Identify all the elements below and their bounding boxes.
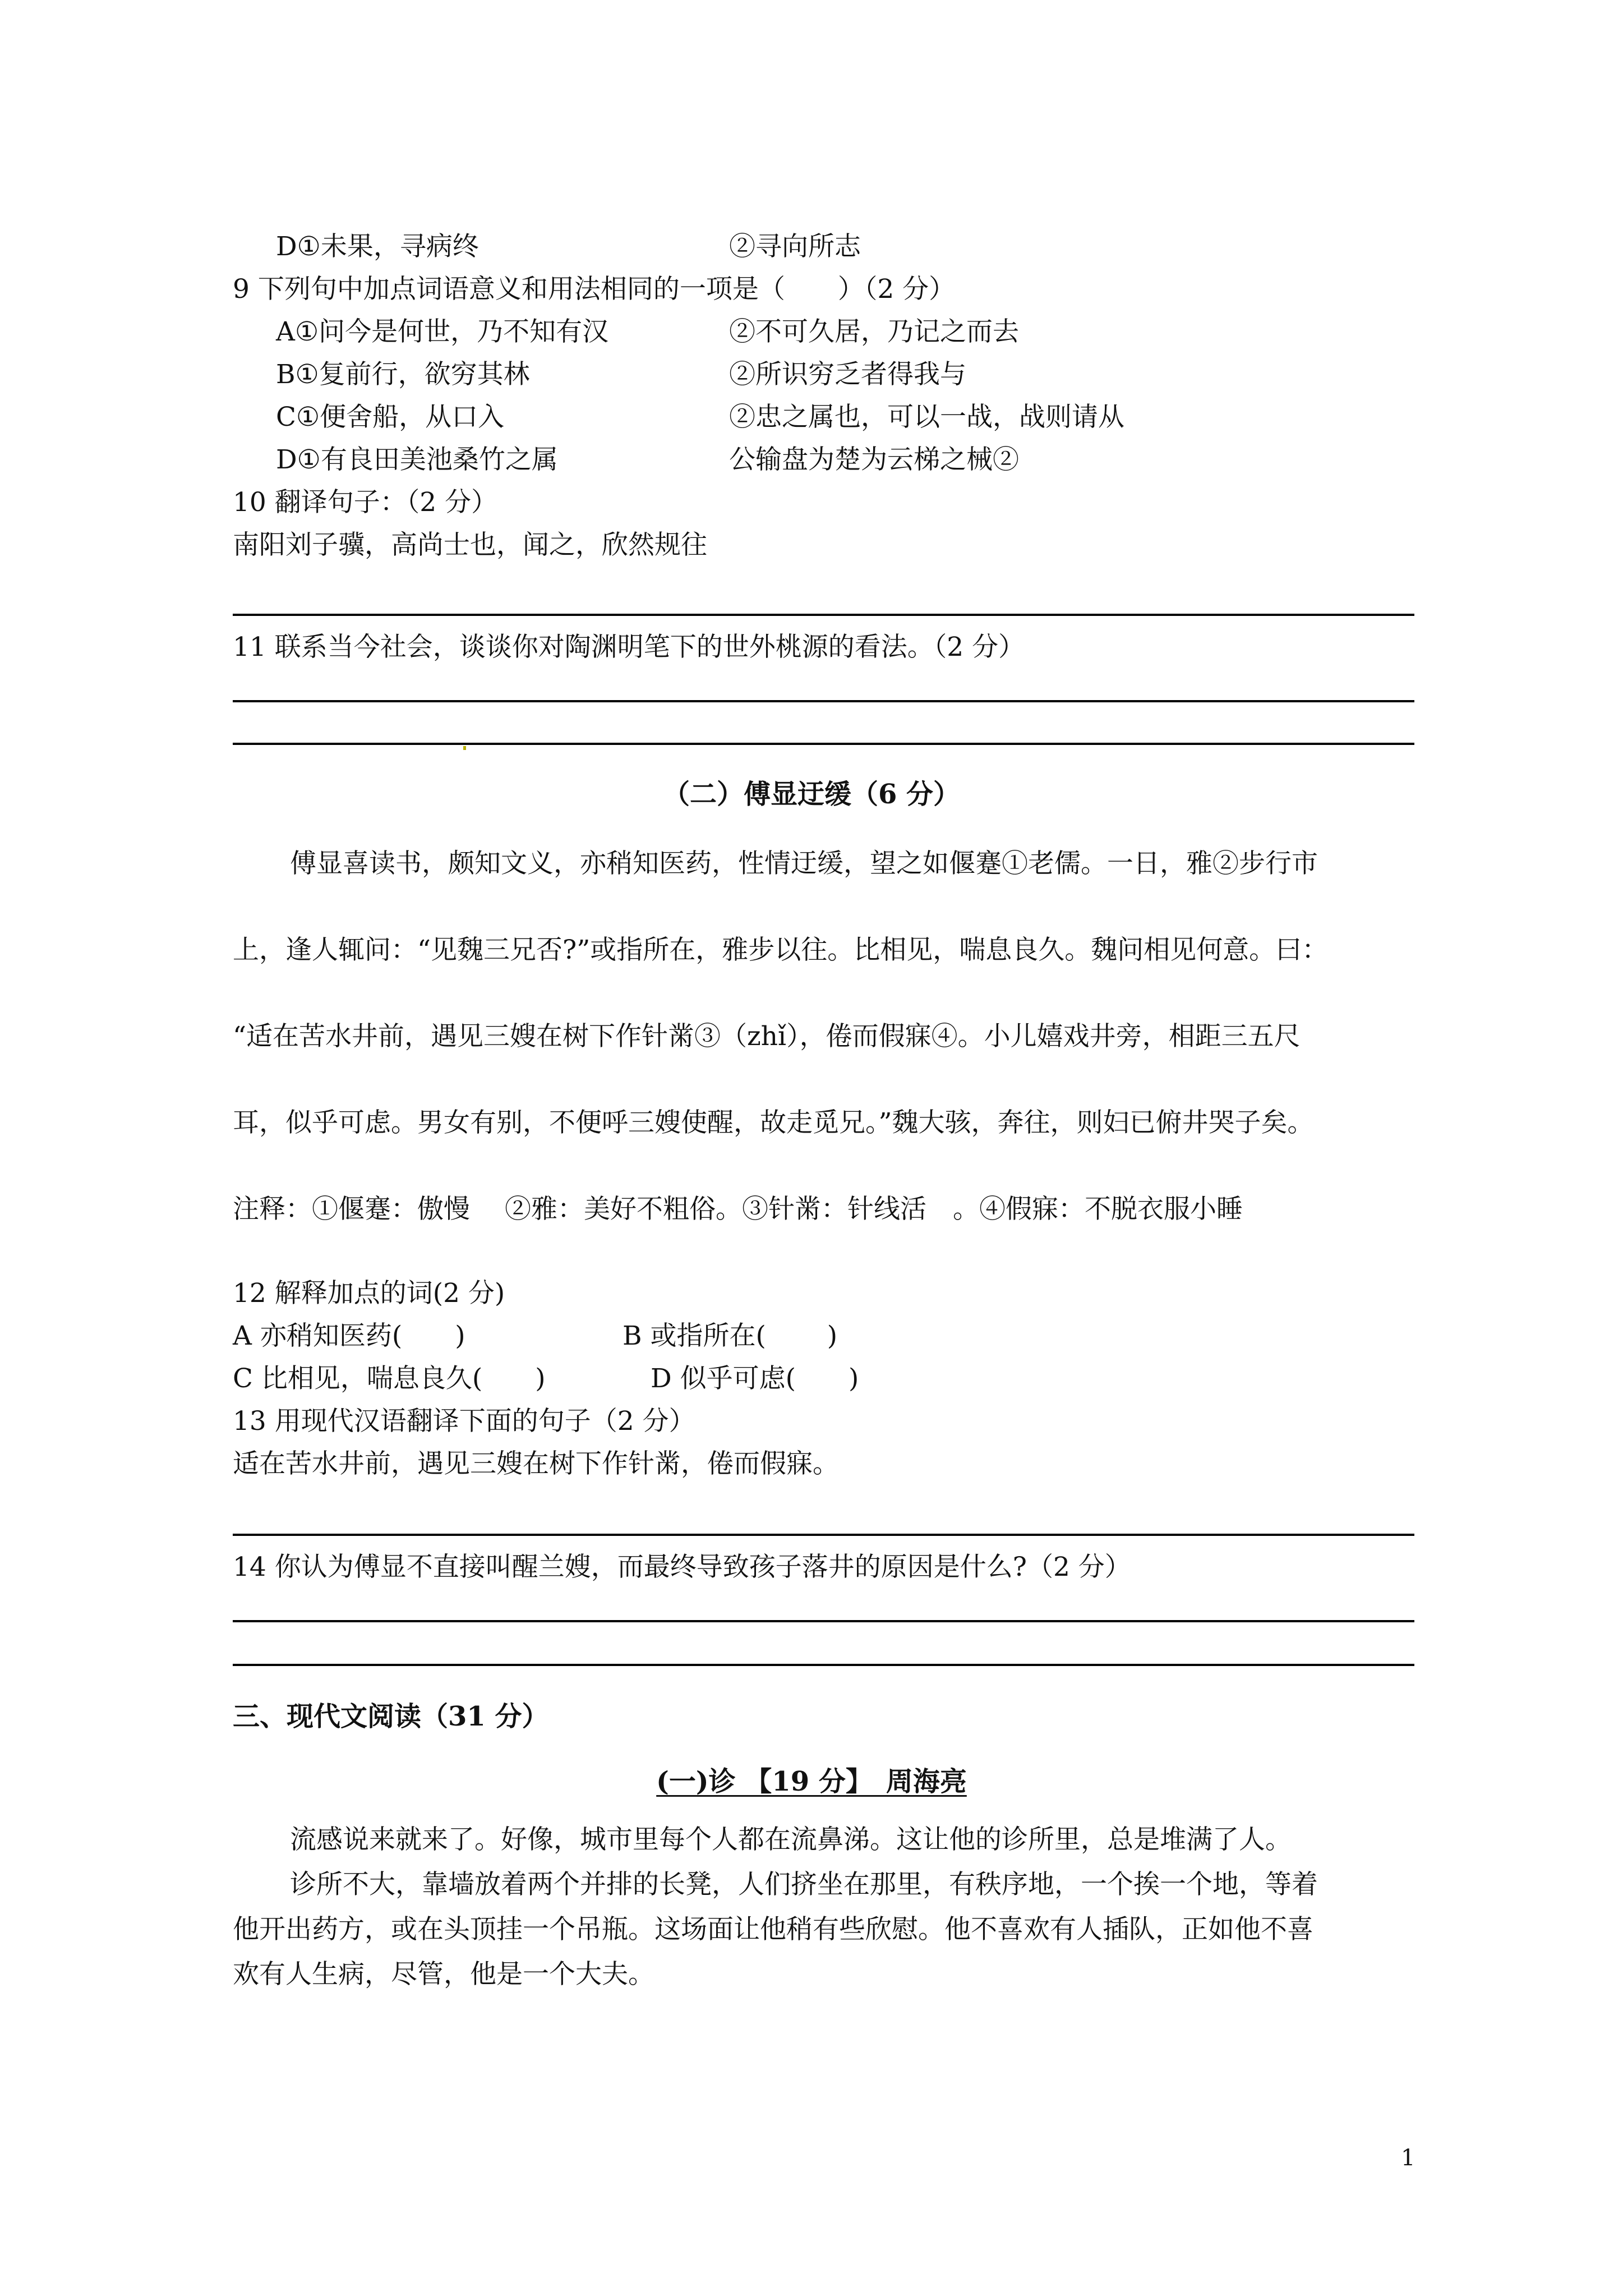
passage-2-line: 傅显喜读书，颇知文义，亦稍知医药，性情迂缓，望之如偃蹇①老儒。一日，雅②步行市 bbox=[290, 848, 1318, 879]
section-3-heading: 三、现代文阅读（31 分） bbox=[233, 1701, 549, 1732]
answer-line bbox=[233, 743, 1414, 745]
q8-option-d-2: ②寻向所志 bbox=[729, 231, 861, 262]
q12-stem: 12 解释加点的词(2 分) bbox=[233, 1278, 505, 1309]
passage-2-line: 上，逢人辄问：“见魏三兄否?”或指所在，雅步以往。比相见，喘息良久。魏问相见何意。曰： bbox=[233, 935, 1329, 965]
ink-speck bbox=[463, 746, 466, 750]
q9-stem: 9 下列句中加点词语意义和用法相同的一项是（ ）（2 分） bbox=[233, 274, 956, 305]
passage-3-line: 诊所不大，靠墙放着两个并排的长凳，人们挤坐在那里，有秩序地，一个挨一个地，等着 bbox=[290, 1869, 1318, 1900]
answer-line bbox=[233, 1534, 1414, 1536]
q12-option-d: D 似乎可虑( ) bbox=[651, 1363, 859, 1394]
passage-3-title-text: (一)诊 【19 分】 周海亮 bbox=[656, 1766, 967, 1797]
q9-option-a-2: ②不可久居，乃记之而去 bbox=[729, 316, 1019, 347]
q12-option-b: B 或指所在( ) bbox=[623, 1320, 838, 1351]
passage-3-line: 欢有人生病，尽管，他是一个大夫。 bbox=[233, 1959, 654, 1990]
q10-sentence: 南阳刘子骥，高尚士也，闻之，欣然规往 bbox=[233, 530, 707, 560]
q9-option-a-1: A①问今是何世，乃不知有汉 bbox=[276, 316, 609, 347]
passage-2-line: 耳，似乎可虑。男女有别，不便呼三嫂使醒，故走觅兄。”魏大骇，奔往，则妇已俯井哭子矣。 bbox=[233, 1107, 1314, 1138]
q8-option-d-1: D①未果，寻病终 bbox=[276, 231, 479, 262]
q13-sentence: 适在苦水井前，遇见三嫂在树下作针黹，倦而假寐。 bbox=[233, 1448, 839, 1479]
q13-stem: 13 用现代汉语翻译下面的句子（2 分） bbox=[233, 1406, 695, 1437]
answer-line bbox=[233, 1620, 1414, 1622]
passage-2-title: （二）傅显迂缓（6 分） bbox=[662, 779, 961, 810]
passage-2-notes: 注释：①偃蹇：傲慢 ②雅：美好不粗俗。③针黹：针线活 。④假寐：不脱衣服小睡 bbox=[233, 1194, 1243, 1225]
q12-option-c: C 比相见，喘息良久( ) bbox=[233, 1363, 546, 1394]
q10-stem: 10 翻译句子：（2 分） bbox=[233, 487, 498, 518]
page-number: 1 bbox=[1401, 2145, 1415, 2171]
q9-option-b-2: ②所识穷乏者得我与 bbox=[729, 359, 966, 390]
passage-3-title bbox=[0, 1765, 1623, 1798]
q11-stem: 11 联系当今社会，谈谈你对陶渊明笔下的世外桃源的看法。（2 分） bbox=[233, 632, 1025, 662]
answer-line bbox=[233, 1664, 1414, 1666]
passage-3-line: 他开出药方，或在头顶挂一个吊瓶。这场面让他稍有些欣慰。他不喜欢有人插队，正如他不喜 bbox=[233, 1914, 1313, 1945]
q9-option-b-1: B①复前行，欲穷其林 bbox=[276, 359, 530, 390]
answer-line bbox=[233, 700, 1414, 702]
q9-option-c-2: ②忠之属也，可以一战，战则请从 bbox=[729, 402, 1124, 432]
passage-2-line: “适在苦水井前，遇见三嫂在树下作针黹③（zhǐ），倦而假寐④。小儿嬉戏井旁，相距三五尺 bbox=[233, 1021, 1301, 1052]
answer-line bbox=[233, 614, 1414, 616]
q12-option-a: A 亦稍知医药( ) bbox=[233, 1320, 465, 1351]
q9-option-c-1: C①便舍船，从口入 bbox=[276, 402, 505, 432]
q9-option-d-1: D①有良田美池桑竹之属 bbox=[276, 444, 558, 475]
q9-option-d-2: 公输盘为楚为云梯之械② bbox=[729, 444, 1019, 475]
passage-3-line: 流感说来就来了。好像，城市里每个人都在流鼻涕。这让他的诊所里，总是堆满了人。 bbox=[290, 1824, 1292, 1855]
q14-stem: 14 你认为傅显不直接叫醒兰嫂，而最终导致孩子落井的原因是什么?（2 分） bbox=[233, 1552, 1131, 1582]
